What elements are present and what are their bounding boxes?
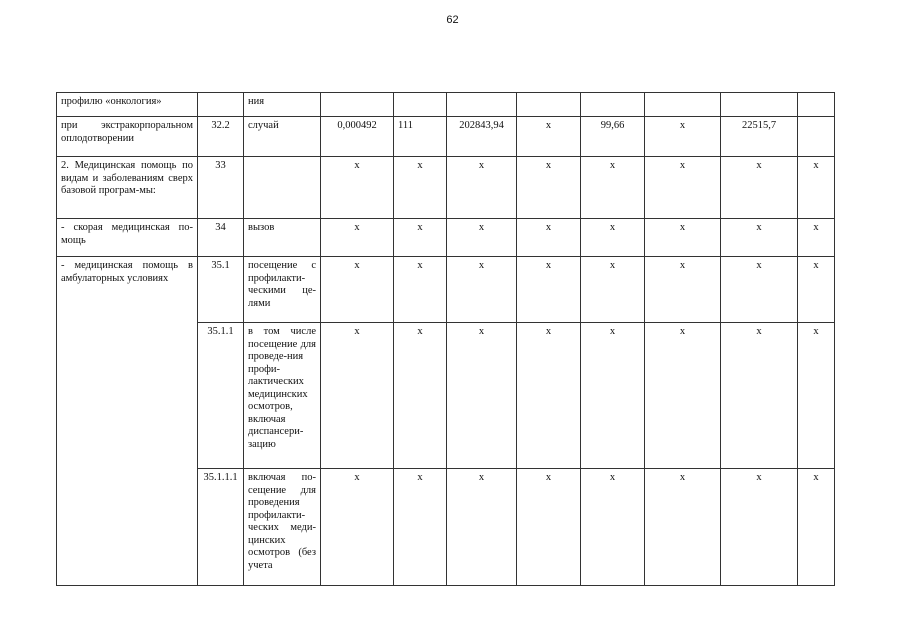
row-value: х (581, 157, 645, 219)
row-value (798, 93, 835, 117)
row-value: х (721, 323, 798, 469)
row-name: - медицинская помощь в амбулаторных условиях (57, 257, 198, 586)
row-value: х (394, 157, 447, 219)
row-value: х (517, 219, 581, 257)
row-value: х (721, 469, 798, 586)
row-value: х (394, 219, 447, 257)
row-value: х (798, 323, 835, 469)
row-value: х (721, 157, 798, 219)
row-number: 35.1.1.1 (198, 469, 244, 586)
row-value: х (321, 157, 394, 219)
row-value: х (645, 219, 721, 257)
row-value (645, 93, 721, 117)
row-value: х (447, 323, 517, 469)
row-number: 35.1.1 (198, 323, 244, 469)
row-value: х (394, 257, 447, 323)
row-value (394, 93, 447, 117)
row-value (581, 93, 645, 117)
row-value: х (581, 469, 645, 586)
row-value: х (645, 257, 721, 323)
row-value: х (321, 219, 394, 257)
row-value: х (517, 323, 581, 469)
row-value: х (645, 117, 721, 157)
row-value: х (645, 157, 721, 219)
row-unit: вызов (244, 219, 321, 257)
row-unit: случай (244, 117, 321, 157)
table-row (57, 219, 835, 257)
row-value (517, 93, 581, 117)
row-unit: в том числе посещение для проведе-ния профи-лактических медицинских осмотров, включая диспансери-зацию (244, 323, 321, 469)
row-value: х (321, 323, 394, 469)
row-name: при экстракорпоральном оплодотворении (57, 117, 198, 157)
row-value: х (798, 219, 835, 257)
row-number (198, 93, 244, 117)
row-value: х (517, 157, 581, 219)
row-value: х (517, 117, 581, 157)
row-value: х (798, 469, 835, 586)
row-number: 33 (198, 157, 244, 219)
table-row (57, 257, 835, 323)
row-name: профилю «онкология» (57, 93, 198, 117)
row-unit (244, 157, 321, 219)
row-value: х (447, 219, 517, 257)
row-value: 111 (394, 117, 447, 157)
row-value: х (581, 257, 645, 323)
row-value: х (394, 469, 447, 586)
row-value: х (721, 219, 798, 257)
row-value (721, 93, 798, 117)
row-value: х (321, 469, 394, 586)
row-unit: ния (244, 93, 321, 117)
row-value: х (721, 257, 798, 323)
row-value: х (798, 257, 835, 323)
row-value: 0,000492 (321, 117, 394, 157)
row-value: 22515,7 (721, 117, 798, 157)
row-value: х (517, 257, 581, 323)
page-number: 62 (446, 14, 459, 26)
row-value: х (581, 323, 645, 469)
row-value: 99,66 (581, 117, 645, 157)
row-number: 32.2 (198, 117, 244, 157)
row-number: 35.1 (198, 257, 244, 323)
table-row (57, 93, 835, 117)
row-value (321, 93, 394, 117)
row-name: - скорая медицинская по-мощь (57, 219, 198, 257)
row-value: х (321, 257, 394, 323)
row-value (798, 117, 835, 157)
row-value: х (447, 257, 517, 323)
row-value: х (645, 323, 721, 469)
row-value: х (394, 323, 447, 469)
row-number: 34 (198, 219, 244, 257)
row-value: х (798, 157, 835, 219)
row-unit: посещение с профилакти-ческими це-лями (244, 257, 321, 323)
row-value: 202843,94 (447, 117, 517, 157)
row-value: х (447, 469, 517, 586)
row-unit: включая по-сещение для проведения профилакти-ческих меди-цинских осмотров (без учета (244, 469, 321, 586)
row-value: х (517, 469, 581, 586)
row-value (447, 93, 517, 117)
row-value: х (645, 469, 721, 586)
row-name: 2. Медицинская помощь по видам и заболеваниям сверх базовой програм-мы: (57, 157, 198, 219)
row-value: х (447, 157, 517, 219)
table-row (57, 117, 835, 157)
data-table (56, 92, 835, 586)
table-row (57, 157, 835, 219)
row-value: х (581, 219, 645, 257)
